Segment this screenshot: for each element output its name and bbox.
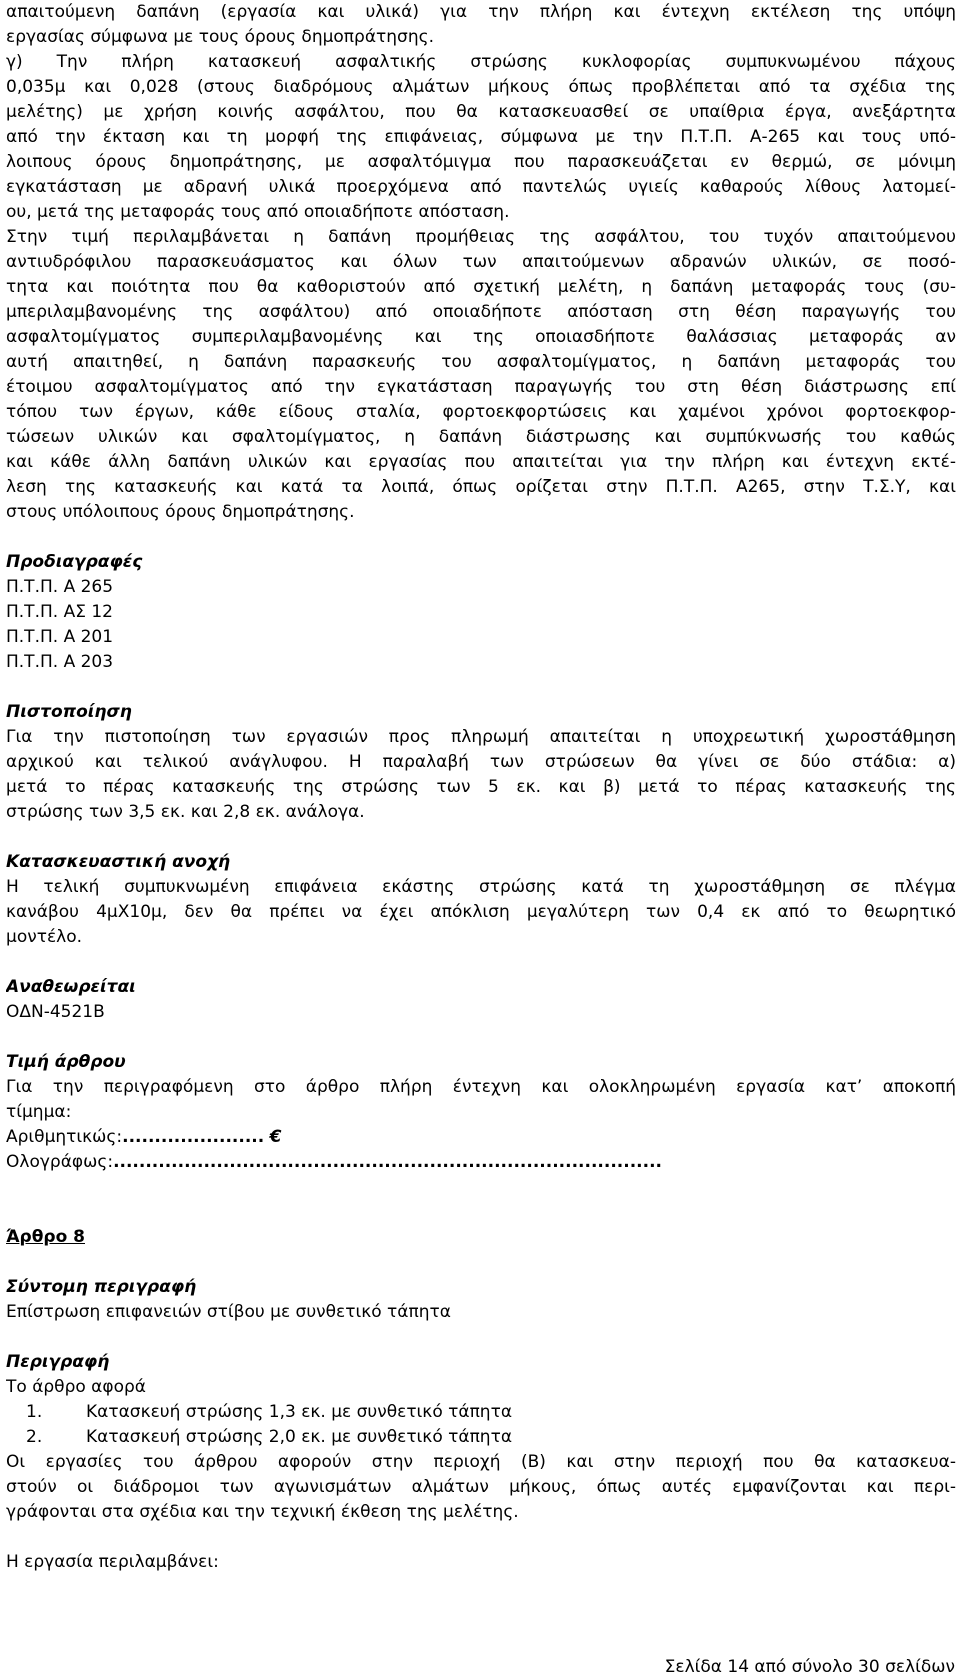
revision-heading: Αναθεωρείται: [6, 977, 136, 997]
spec-item: Π.Τ.Π. Α 203: [6, 652, 114, 672]
short-description-heading: Σύντομη περιγραφή: [6, 1277, 197, 1297]
work-includes: Η εργασία περιλαμβάνει:: [6, 1552, 219, 1572]
tolerance-line: κανάβου 4μΧ10μ, δεν θα πρέπει να έχει απόκλιση μεγαλύτερη των 0,4 εκ από το θεωρητικό: [6, 902, 956, 922]
description-line: στούν οι διάδρομοι των αγωνισμάτων αλμάτων μήκους, όπως αυτές εμφανίζονται και περι-: [6, 1477, 956, 1497]
price-paragraph-line: τόπου των έργων, κάθε είδους σταλία, φορτοεκφορτώσεις και χαμένοι χρόνοι φορτοεκφορ-: [6, 402, 956, 422]
tolerance-heading: Κατασκευαστική ανοχή: [6, 852, 231, 872]
price-paragraph-line: λεση της κατασκευής και κατά τα λοιπά, όπως ορίζεται στην Π.Τ.Π. Α265, στην Τ.Σ.Υ, και: [6, 477, 956, 497]
certification-heading: Πιστοποίηση: [6, 702, 132, 722]
spacer: [6, 1325, 956, 1350]
paragraph-c-line: μελέτης) με χρήση κοινής ασφάλτου, που θα κατασκευασθεί σε υπαίθρια έργα, ανεξάρτητα: [6, 102, 956, 122]
intro-line: απαιτούμενη δαπάνη (εργασία και υλικά) για την πλήρη και έντεχνη εκτέλεση της υπόψη: [6, 2, 956, 22]
spacer: [6, 825, 956, 850]
list-item: [6, 1400, 956, 1425]
spacer: [6, 675, 956, 700]
description-intro: Το άρθρο αφορά: [6, 1377, 147, 1397]
list-item: [6, 1425, 956, 1450]
paragraph-c-line: ου, μετά της μεταφοράς τους από οποιαδήποτε απόσταση.: [6, 202, 510, 222]
euro-icon: €: [269, 1127, 282, 1147]
paragraph-c-line: γ) Την πλήρη κατασκευή ασφαλτικής στρώσης κυκλοφορίας συμπυκνωμένου πάχους: [6, 52, 956, 72]
spec-item: Π.Τ.Π. Α 201: [6, 627, 114, 647]
price-paragraph-line: τητα και ποιότητα που θα καθοριστούν από σχετική μελέτη, η δαπάνη μεταφοράς τους (συ-: [6, 277, 956, 297]
spacer: [6, 1250, 956, 1275]
short-description-text: Επίστρωση επιφανειών στίβου με συνθετικό τάπητα: [6, 1302, 451, 1322]
certification-line: μετά το πέρας κατασκευής της στρώσης των 5 εκ. και β) μετά το πέρας κατασκευής της: [6, 777, 956, 797]
words-price-row: [6, 1150, 956, 1175]
paragraph-c-line: από την έκταση και τη μορφή της επιφάνειας, σύμφωνα με την Π.Τ.Π. Α-265 και τους υπό-: [6, 127, 956, 147]
unit-price-line: τίμημα:: [6, 1102, 72, 1122]
list-item-number: 2.: [26, 1427, 43, 1447]
list-item-number: 1.: [26, 1402, 43, 1422]
page-number: Σελίδα 14 από σύνολο 30 σελίδων: [664, 1657, 955, 1677]
spacer: [6, 525, 956, 550]
spec-item: Π.Τ.Π. Α 265: [6, 577, 114, 597]
words-price-dots: .....................................................................................: [113, 1152, 662, 1172]
unit-price-heading: Τιμή άρθρου: [6, 1052, 126, 1072]
words-price-label: Ολογράφως:: [6, 1152, 114, 1172]
unit-price-line: Για την περιγραφόμενη στο άρθρο πλήρη έντεχνη και ολοκληρωμένη εργασία κατ’ αποκοπή: [6, 1077, 956, 1097]
description-heading: Περιγραφή: [6, 1352, 110, 1372]
article-title: Άρθρο 8: [6, 1227, 85, 1247]
price-paragraph-line: έτοιμου ασφαλτομίγματος από την εγκατάσταση παραγωγής του στη θέση διάστρωσης επί: [6, 377, 956, 397]
tolerance-line: μοντέλο.: [6, 927, 83, 947]
numeric-price-row: [6, 1125, 956, 1150]
tolerance-line: Η τελική συμπυκνωμένη επιφάνεια εκάστης στρώσης κατά τη χωροστάθμηση σε πλέγμα: [6, 877, 956, 897]
price-paragraph-line: αντιυδρόφιλου παρασκευάσματος και όλων των απαιτούμενων αδρανών υλικών, σε ποσό-: [6, 252, 956, 272]
paragraph-c-line: λοιπους όρους δημοπράτησης, με ασφαλτόμιγμα που παρασκευάζεται εν θερμώ, σε μόνιμη: [6, 152, 956, 172]
price-paragraph-line: μπεριλαμβανομένης της ασφάλτου) από οποιαδήποτε απόσταση στη θέση παραγωγής του: [6, 302, 956, 322]
paragraph-c-line: 0,035μ και 0,028 (στους διαδρόμους αλμάτων μήκους όπως προβλέπεται από τα σχέδια της: [6, 77, 956, 97]
price-paragraph-line: στους υπόλοιπους όρους δημοπράτησης.: [6, 502, 355, 522]
page-content: [6, 0, 956, 1575]
price-paragraph-line: και κάθε άλλη δαπάνη υλικών και εργασίας που απαιτείται για την πλήρη και έντεχνη εκτέ-: [6, 452, 956, 472]
certification-line: στρώσης των 3,5 εκ. και 2,8 εκ. ανάλογα.: [6, 802, 365, 822]
spacer: [6, 1200, 956, 1225]
spacer: [6, 1525, 956, 1550]
spec-item: Π.Τ.Π. ΑΣ 12: [6, 602, 113, 622]
description-line: γράφονται στα σχέδια και την τεχνική έκθεση της μελέτης.: [6, 1502, 519, 1522]
spacer: [6, 950, 956, 975]
list-item-text: Κατασκευή στρώσης 1,3 εκ. με συνθετικό τάπητα: [86, 1402, 513, 1422]
intro-line: εργασίας σύμφωνα με τους όρους δημοπράτησης.: [6, 27, 434, 47]
revision-value: ΟΔΝ-4521Β: [6, 1002, 105, 1022]
spacer: [6, 1025, 956, 1050]
certification-line: αρχικού και τελικού ανάγλυφου. Η παραλαβή των στρώσεων θα γίνει σε δύο στάδια: α): [6, 752, 956, 772]
price-paragraph-line: Στην τιμή περιλαμβάνεται η δαπάνη προμήθειας της ασφάλτου, του τυχόν απαιτούμενου: [6, 227, 956, 247]
price-paragraph-line: ασφαλτομίγματος συμπεριλαμβανομένης και της οποιασδήποτε θαλάσσιας μεταφοράς αν: [6, 327, 956, 347]
price-paragraph-line: τώσεων υλικών και σφαλτομίγματος, η δαπάνη διάστρωσης και συμπύκνωσής του καθώς: [6, 427, 956, 447]
spacer: [6, 1175, 956, 1200]
description-line: Οι εργασίες του άρθρου αφορούν στην περιοχή (Β) και στην περιοχή που θα κατασκευα-: [6, 1452, 956, 1472]
list-item-text: Κατασκευή στρώσης 2,0 εκ. με συνθετικό τάπητα: [86, 1427, 513, 1447]
numeric-price-label: Αριθμητικώς:: [6, 1127, 123, 1147]
certification-line: Για την πιστοποίηση των εργασιών προς πληρωμή απαιτείται η υποχρεωτική χωροστάθμηση: [6, 727, 956, 747]
price-paragraph-line: αυτή απαιτηθεί, η δαπάνη παρασκευής του ασφαλτομίγματος, η δαπάνη μεταφοράς του: [6, 352, 956, 372]
paragraph-c-line: εγκατάσταση με αδρανή υλικά προερχόμενα από παντελώς υγιείς καθαρούς λίθους λατομεί-: [6, 177, 956, 197]
specs-heading: Προδιαγραφές: [6, 552, 143, 572]
numeric-price-dots: ......................: [122, 1127, 265, 1147]
